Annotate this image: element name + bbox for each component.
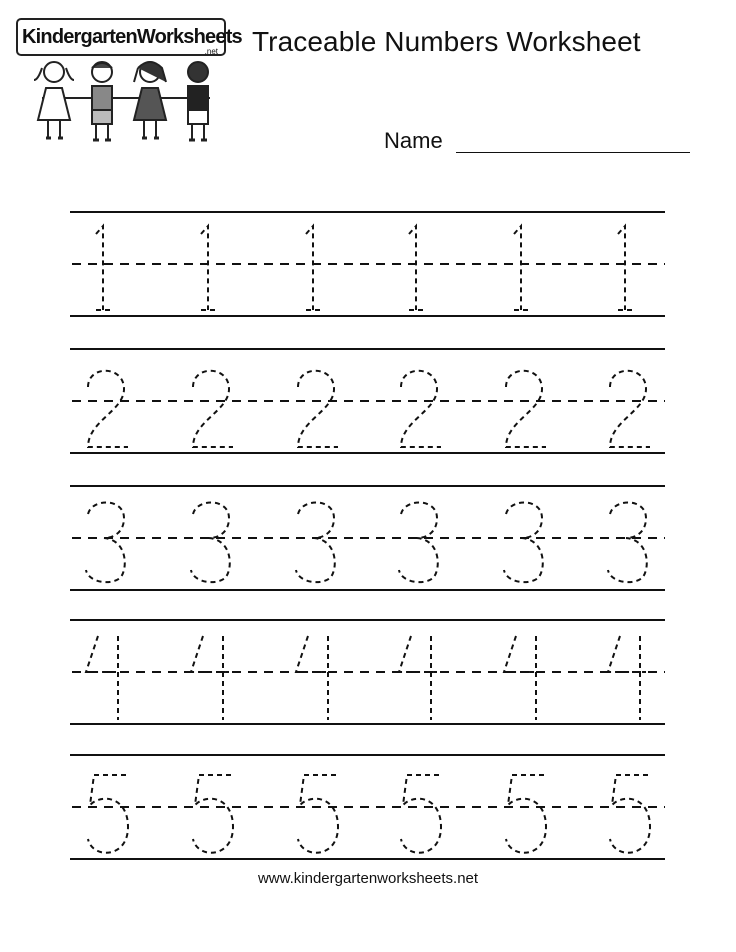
digit-stroke: [296, 502, 335, 582]
traceable-digit-2[interactable]: [506, 371, 546, 447]
traceable-digit-3[interactable]: [296, 502, 335, 582]
traceable-digit-5[interactable]: [88, 775, 128, 853]
traceable-digit-5[interactable]: [506, 775, 546, 853]
footer-url: www.kindergartenworksheets.net: [257, 870, 479, 887]
traceable-digit-2[interactable]: [298, 371, 338, 447]
traceable-digit-4[interactable]: [296, 636, 334, 720]
digit-stroke: [191, 502, 230, 582]
traceable-digit-5[interactable]: [610, 775, 650, 853]
digit-stroke: [193, 775, 233, 853]
traceable-digit-3[interactable]: [608, 502, 647, 582]
digit-stroke: [298, 371, 338, 447]
traceable-digit-1[interactable]: [96, 226, 110, 310]
traceable-digit-2[interactable]: [88, 371, 128, 447]
digit-stroke: [201, 226, 215, 310]
digit-stroke: [506, 775, 546, 853]
digit-stroke: [608, 502, 647, 582]
tracing-row-5: [70, 755, 665, 859]
traceable-digit-5[interactable]: [193, 775, 233, 853]
traceable-digit-1[interactable]: [409, 226, 423, 310]
digit-stroke: [296, 636, 334, 720]
traceable-digit-1[interactable]: [306, 226, 320, 310]
digit-stroke: [96, 226, 110, 310]
digit-stroke: [86, 502, 125, 582]
tracing-row-4: [70, 620, 665, 724]
traceable-digit-4[interactable]: [399, 636, 437, 720]
tracing-row-3: [70, 486, 665, 590]
digit-stroke: [191, 636, 229, 720]
traceable-digit-3[interactable]: [191, 502, 230, 582]
digit-stroke: [514, 226, 528, 310]
traceable-digit-2[interactable]: [401, 371, 441, 447]
digit-stroke: [504, 502, 543, 582]
traceable-digit-5[interactable]: [401, 775, 441, 853]
traceable-digit-3[interactable]: [399, 502, 438, 582]
digit-stroke: [618, 226, 632, 310]
digit-stroke: [409, 226, 423, 310]
digit-stroke: [401, 371, 441, 447]
digit-stroke: [399, 636, 437, 720]
digit-stroke: [506, 371, 546, 447]
traceable-digit-1[interactable]: [201, 226, 215, 310]
traceable-digit-5[interactable]: [298, 775, 338, 853]
logo-suffix: .net: [204, 47, 218, 56]
logo-text: KindergartenWorksheets: [22, 26, 242, 48]
digit-stroke: [193, 371, 233, 447]
traceable-digit-3[interactable]: [504, 502, 543, 582]
traceable-digit-4[interactable]: [608, 636, 646, 720]
tracing-row-2: [70, 349, 665, 453]
page-title: Traceable Numbers Worksheet: [252, 26, 641, 57]
digit-stroke: [401, 775, 441, 853]
digit-stroke: [610, 775, 650, 853]
digit-stroke: [86, 636, 124, 720]
traceable-digit-3[interactable]: [86, 502, 125, 582]
digit-stroke: [399, 502, 438, 582]
traceable-digit-4[interactable]: [86, 636, 124, 720]
traceable-digit-1[interactable]: [514, 226, 528, 310]
digit-stroke: [504, 636, 542, 720]
digit-stroke: [88, 371, 128, 447]
name-label: Name: [384, 128, 443, 153]
tracing-row-1: [70, 212, 665, 316]
traceable-digit-1[interactable]: [618, 226, 632, 310]
digit-stroke: [610, 371, 650, 447]
traceable-digit-2[interactable]: [193, 371, 233, 447]
digit-stroke: [88, 775, 128, 853]
traceable-digit-4[interactable]: [191, 636, 229, 720]
traceable-digit-4[interactable]: [504, 636, 542, 720]
digit-stroke: [298, 775, 338, 853]
digit-stroke: [306, 226, 320, 310]
traceable-digit-2[interactable]: [610, 371, 650, 447]
digit-stroke: [608, 636, 646, 720]
